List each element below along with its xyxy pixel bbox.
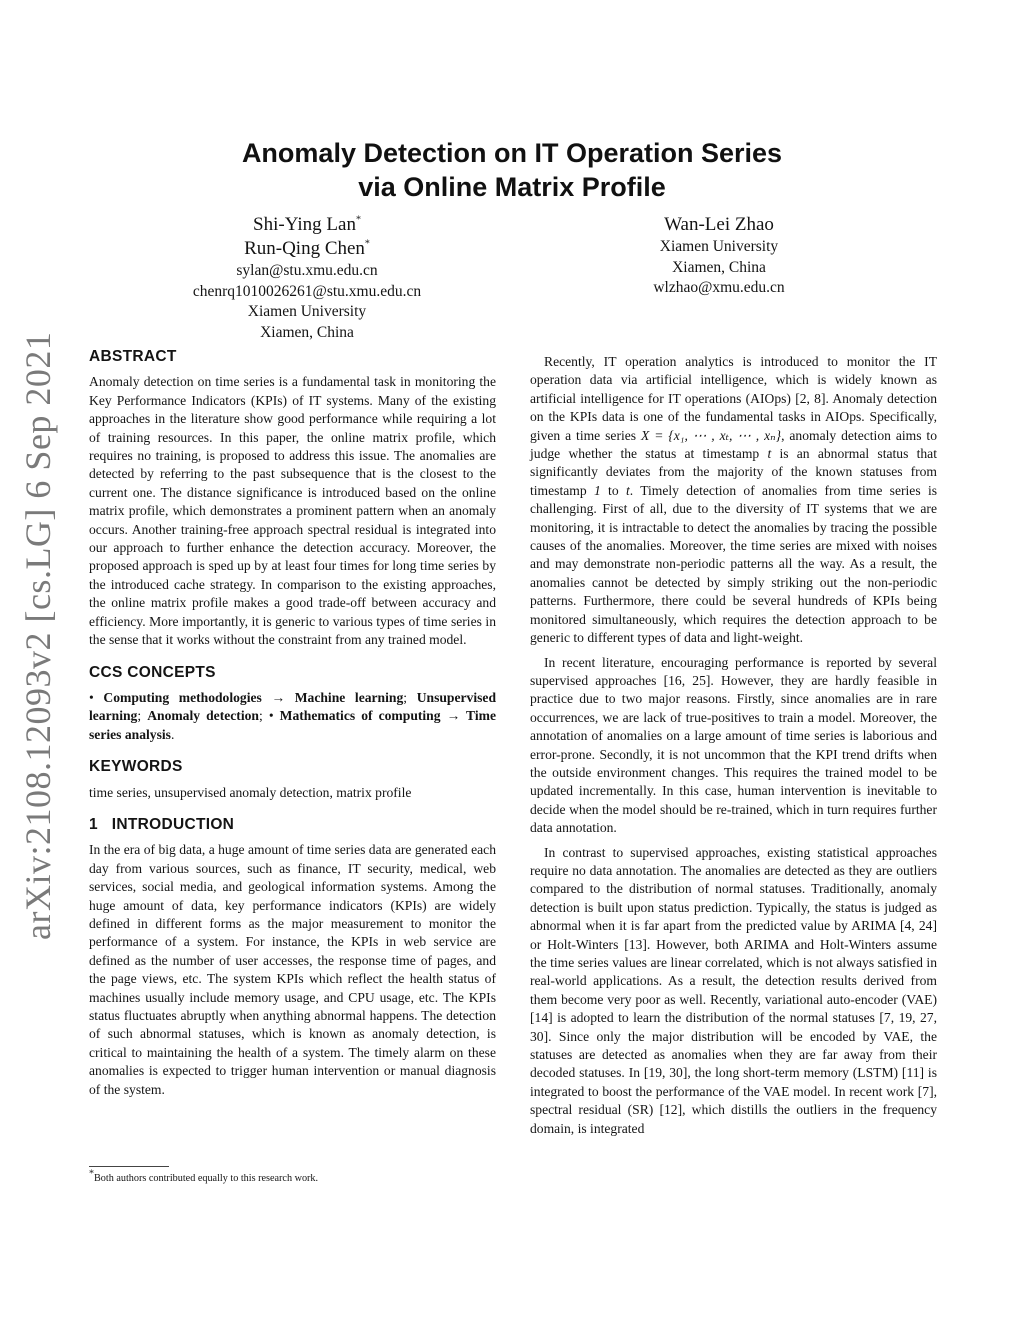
footnote: *Both authors contributed equally to this research work. (89, 1168, 319, 1184)
right-column (530, 353, 937, 1138)
author-block-right (580, 213, 858, 299)
keywords-heading: KEYWORDS (89, 758, 183, 776)
body-paragraph: In recent literature, encouraging performance is reported by several supervised approaches [16, 25]. However, they are hardly feasible in practice due to two major reasons. Firstly, since anomalies are in rare occurrences, we are lack of true-positives to train a model. Moreover, the annotation of anomalies on a large amount of time series is laborious and error-prone. Secondly, it is not uncommon that the KPI trend drifts when the outside environment changes. This requires the trained model to be updated incrementally. In this case, human intervention is inevitable to decide when the model should be re-trained, which in turn requires further data annotation. (530, 654, 937, 836)
paper-title (150, 136, 874, 204)
author-name: Shi-Ying Lan* (253, 214, 361, 235)
author-block-left (150, 213, 464, 343)
introduction-heading: 1 INTRODUCTION (89, 815, 235, 833)
title-line-1: Anomaly Detection on IT Operation Series (241, 138, 783, 168)
ccs-concepts: • Computing methodologies → Machine learning; Unsupervised learning; Anomaly detection; • Mathematics of computing → Time series analysis. (89, 689, 496, 742)
author-name: Wan-Lei Zhao (664, 214, 774, 235)
author-institution: Xiamen University (659, 238, 779, 255)
ccs-heading: CCS CONCEPTS (89, 663, 216, 681)
author-institution: Xiamen University (247, 303, 367, 320)
introduction-paragraph: In the era of big data, a huge amount of time series data are generated each day from various sources, such as finance, IT security, medical, web services, social media, and geological information systems. Among the huge amount of data, key performance indicators (KPIs) are widely defined in different forms as the major measurement to monitor the performance of a system. For instance, the KPIs in web service are defined as the number of user accesses, the response time of pages, and the page views, etc. The system KPIs which reflect the health status of machines usually include memory usage, and CPU usage, etc. The KPIs status fluctuates abruptly when anything abnormal happens. The detection of such abnormal statuses, which is known as anomaly detection, is critical to maintaining the health of a system. The timely alarm on these anomalies is expected to trigger human intervention or manual diagnosis of the system. (89, 842, 496, 1097)
body-paragraph: Recently, IT operation analytics is introduced to monitor the IT operation data via artificial intelligence, which is widely known as artificial intelligence for IT operations (AIOps) [2, 8]. Anomaly detection on the KPIs data is one of the fundamental tasks in AIOps. Specifically, given a time series X = {x₁, ⋯ , xₜ, ⋯ , xₙ}, anomaly detection aims to judge whether the status at timestamp t is an abnormal status that significantly deviates from the majority of the known statuses from timestamp 1 to t. Timely detection of anomalies from time series is challenging. First of all, due to the diversity of IT systems that we are monitoring, it is intractable to detect the anomalies by tracing the possible causes of the anomalies. Moreover, the time series are mixed with noises and may demonstrate non-periodic patterns all the way. As a result, the anomalies cannot be detected by simply striking out the non-periodic patterns. Furthermore, there could be several hundreds of KPIs being monitored simultaneously, which requires the detection approach to be generic to different types of data and light-weight. (530, 354, 938, 646)
abstract-heading: ABSTRACT (89, 348, 177, 365)
arxiv-identifier: arXiv:2108.12093v2 [cs.LG] 6 Sep 2021 (18, 331, 58, 940)
author-email: sylan@stu.xmu.edu.cn (236, 262, 378, 279)
left-column (89, 348, 496, 1099)
title-line-2: via Online Matrix Profile (358, 172, 666, 202)
author-email: chenrq1010026261@stu.xmu.edu.cn (192, 282, 422, 300)
author-name: Run-Qing Chen* (244, 238, 370, 259)
author-email: wlzhao@xmu.edu.cn (653, 279, 785, 296)
body-paragraph: In contrast to supervised approaches, existing statistical approaches require no data annotation. The anomalies are detected as they are outliers compared to the distribution of normal statuses. Traditionally, anomaly detection is built upon status prediction. Typically, the status is judged as abnormal when it is far apart from the predicted value by ARIMA [4, 24] or Holt-Winters [13]. However, both ARIMA and Holt-Winters assume the time series values are linear correlated, which is not always satisfied in real-world applications. As a result, the detection results derived from them become very poor as well. Recently, variational auto-encoder (VAE) [14] is adopted to learn the distribution of the normal statuses [7, 19, 27, 30]. Since only the major distribution will be encoded by VAE, the statuses are detected as anomalies when they are far away from their decoded statuses. In [19, 30], the long short-term memory (LSTM) [11] is integrated to boost the performance of the VAE model. In recent work [7], spectral residual (SR) [12], which distills the outliers in the frequency domain, is integrated (530, 844, 937, 1136)
footnote-divider (89, 1166, 169, 1167)
author-location: Xiamen, China (260, 323, 354, 341)
abstract-text: Anomaly detection on time series is a fundamental task in monitoring the Key Performance Indicators (KPIs) of IT systems. Many of the existing approaches in the literature show good performance while requiring a lot of training resources. In this paper, the online matrix profile, which requires no training, is proposed to address this issue. The anomalies are detected by referring to the past subsequence that is the closest to the current one. The distance significance is introduced based on the online matrix profile, which demonstrates a prominent pattern when an anomaly occurs. Another training-free approach spectral residual is integrated into our approach to further enhance the detection accuracy. Moreover, the proposed approach is sped up by at least four times for long time series by the introduced cache strategy. In comparison to the existing approaches, the online matrix profile makes a good trade-off between accuracy and efficiency. More importantly, it is generic to various types of time series in the sense that it works without the constraint from any trained model. (89, 374, 496, 648)
math-expression: X = {x₁, ⋯ , xₜ, ⋯ , xₙ} (640, 427, 782, 443)
keywords-text: time series, unsupervised anomaly detection, matrix profile (89, 784, 412, 800)
author-location: Xiamen, China (672, 258, 766, 276)
